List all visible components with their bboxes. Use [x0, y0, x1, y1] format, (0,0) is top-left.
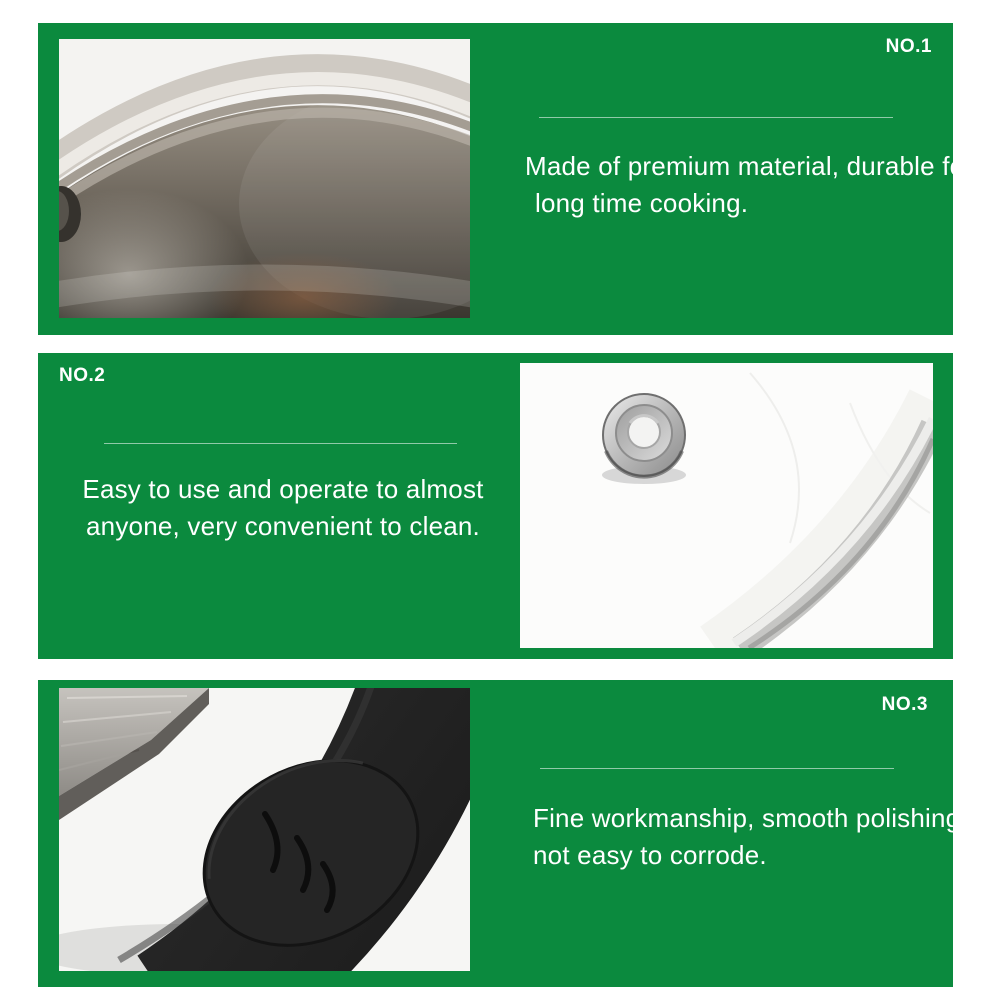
glass-lid-illustration	[520, 363, 933, 648]
panel-1-number-badge: NO.1	[885, 36, 932, 57]
feature-panel-1	[38, 23, 974, 335]
glass-lid-knob-photo	[520, 363, 933, 648]
panel-1-text-line-2: long time cooking.	[535, 188, 749, 218]
panel-3-divider	[540, 768, 894, 769]
panel-1-feature-text	[525, 148, 974, 222]
panel-3-text-line-1: Fine workmanship, smooth polishing,	[533, 803, 968, 833]
panel-2-text-line-1: Easy to use and operate to almost	[82, 474, 484, 504]
black-handle-photo	[59, 688, 470, 971]
handle-illustration	[59, 688, 470, 971]
feature-panel-2	[38, 353, 953, 659]
panel-3-feature-text	[533, 800, 968, 874]
panel-2-divider	[104, 443, 457, 444]
stainless-pot-rim-photo	[59, 39, 470, 318]
panel-3-number-badge: NO.3	[881, 694, 928, 715]
panel-1-divider	[539, 117, 893, 118]
panel-2-number-badge: NO.2	[59, 365, 106, 386]
panel-2-feature-text	[63, 471, 503, 545]
panel-2-text-line-2: anyone, very convenient to clean.	[86, 511, 480, 541]
feature-panel-3	[38, 680, 968, 987]
panel-1-text-line-1: Made of premium material, durable for	[525, 151, 974, 181]
panel-3-text-line-2: not easy to corrode.	[533, 840, 767, 870]
pot-rim-illustration	[59, 39, 470, 318]
